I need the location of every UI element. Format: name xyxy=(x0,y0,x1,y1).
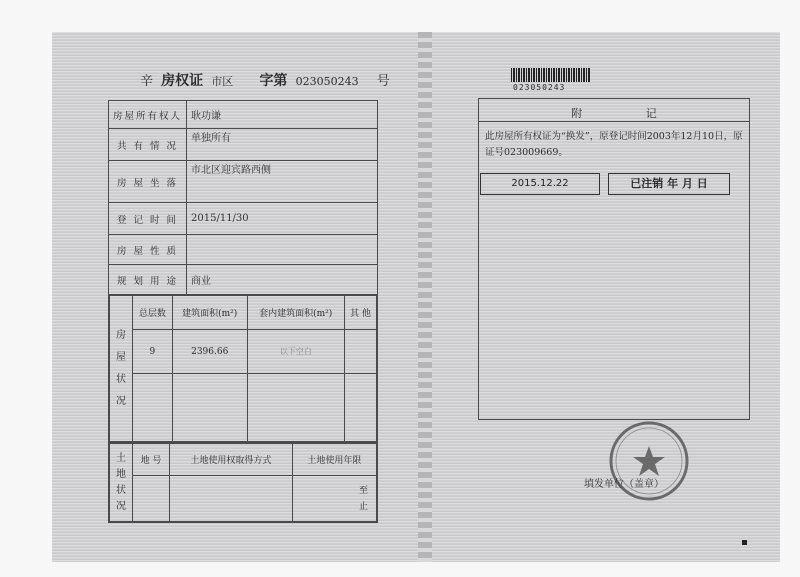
use-label: 规 划 用 途 xyxy=(109,265,187,295)
header-cert-type: 房权证 xyxy=(161,73,204,89)
col-land-acquisition: 土地使用权取得方式 xyxy=(169,444,292,476)
date-label: 登 记 时 间 xyxy=(109,203,187,235)
header-prefix: 辛 xyxy=(140,74,154,89)
property-table xyxy=(108,100,378,523)
floors-value: 9 xyxy=(133,330,173,374)
header-suffix: 号 xyxy=(376,74,390,89)
certificate-header xyxy=(140,70,394,90)
faded-blank: 以下空白 xyxy=(247,330,344,374)
note-box xyxy=(478,98,750,420)
header-number-label: 字第 xyxy=(259,73,288,89)
issuer-label: 填发单位（盖章） xyxy=(584,479,664,490)
center-fold xyxy=(418,32,432,562)
location-value: 市北区迎宾路西侧 xyxy=(187,161,378,203)
row-date xyxy=(109,203,378,235)
col-total-floors: 总层数 xyxy=(133,296,173,330)
barcode xyxy=(511,68,591,82)
house-status-table xyxy=(109,295,377,442)
note-divider xyxy=(479,121,749,122)
area-value: 2396.66 xyxy=(172,330,247,374)
col-other: 其 他 xyxy=(344,296,376,330)
cancelled-stamp: 已注销 年 月 日 xyxy=(608,173,730,195)
col-building-area: 建筑面积(m²) xyxy=(172,296,247,330)
barcode-number: 023050243 xyxy=(513,83,566,92)
note-text: 此房屋所有权证为“换发”，原登记时间2003年12月10日，原证号023009669。 xyxy=(485,131,743,158)
date-value: 2015/11/30 xyxy=(187,203,378,235)
row-use xyxy=(109,265,378,295)
col-land-term: 土地使用年限 xyxy=(292,444,376,476)
land-term-end: 止 xyxy=(358,501,368,512)
col-land-number: 地 号 xyxy=(133,444,170,476)
header-number: 023050243 xyxy=(295,75,359,88)
land-side-label: 土 地 状 况 xyxy=(110,444,133,522)
row-land-status xyxy=(109,443,378,523)
row-nature xyxy=(109,235,378,265)
house-side-label: 房 屋 状 况 xyxy=(110,296,133,442)
co-value: 单独所有 xyxy=(187,129,378,161)
note-title: 附 记 xyxy=(571,107,687,120)
row-location xyxy=(109,161,378,203)
co-label: 共 有 情 况 xyxy=(109,129,187,161)
row-house-status xyxy=(109,295,378,443)
location-label: 房 屋 坐 落 xyxy=(109,161,187,203)
land-status-table xyxy=(109,443,377,522)
nature-label: 房 屋 性 质 xyxy=(109,235,187,265)
date-stamp: 2015.12.22 xyxy=(480,173,600,195)
corner-mark xyxy=(742,540,747,545)
land-term-to: 至 xyxy=(358,485,368,496)
row-owner xyxy=(109,101,378,129)
owner-label: 房屋所有权人 xyxy=(109,101,187,129)
use-value: 商业 xyxy=(187,265,378,295)
owner-value: 耿功谦 xyxy=(187,101,378,129)
row-co-ownership xyxy=(109,129,378,161)
stamp-row xyxy=(480,170,730,196)
header-district: 市区 xyxy=(211,75,234,88)
nature-value xyxy=(187,235,378,265)
col-inner-area: 套内建筑面积(m²) xyxy=(247,296,344,330)
